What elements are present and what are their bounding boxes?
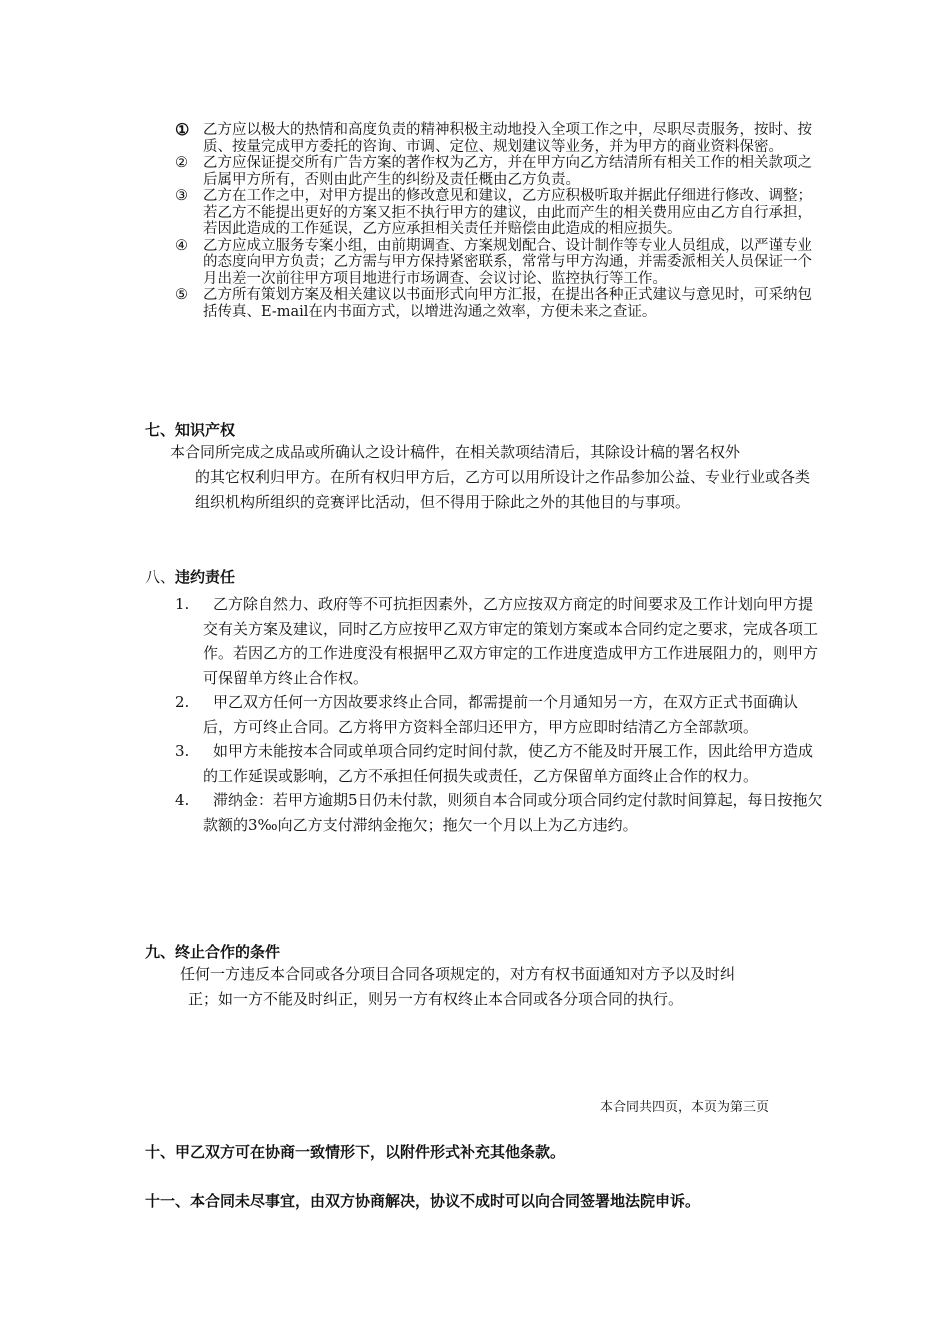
section8-title — [145, 566, 235, 587]
item-text: 如甲方未能按本合同或单项合同约定时间付款，使乙方不能及时开展工作，因此给甲方造成的工作延误或影响，乙方不承担任何损失或责任，乙方保留单方面终止合作的权力。 — [203, 742, 814, 785]
item-text: 乙方应以极大的热情和高度负责的精神积极主动地投入全项工作之中，尽职尽责服务，按时、按质、按量完成甲方委托的咨询、市调、定位、规划建议等业务，并为甲方的商业资料保密。 — [203, 122, 812, 155]
list-item — [175, 238, 825, 288]
item-number: ① — [175, 120, 190, 139]
item-number: ② — [175, 155, 188, 171]
item-text: 滞纳金：若甲方逾期5日仍未付款，则须自本合同或分项合同约定付款时间算起，每日按拖欠款额的3‰向乙方支付滞纳金拖欠；拖欠一个月以上为乙方违约。 — [203, 791, 823, 834]
list-item — [175, 592, 825, 690]
list-item — [175, 690, 825, 739]
item-number: ⑤ — [175, 287, 188, 303]
section11-text: 十一、本合同未尽事宜，由双方协商解决，协议不成时可以向合同签署地法院申诉。 — [145, 1192, 701, 1210]
item-text: 乙方应成立服务专案小组，由前期调查、方案规划配合、设计制作等专业人员组成，以严谨专业的态度向甲方负责；乙方需与甲方保持紧密联系，常常与甲方沟通，并需委派相关人员保证一个月出差一次前往甲方项目地进行市场调查、会议讨论、监控执行等工作。 — [203, 237, 812, 287]
item-text: 乙方应保证提交所有广告方案的著作权为乙方，并在甲方向乙方结清所有相关工作的相关款项之后属甲方所有，否则由此产生的纠纷及责任概由乙方负责。 — [203, 155, 812, 188]
list-item — [175, 155, 825, 188]
item-text: 乙方除自然力、政府等不可抗拒因素外，乙方应按双方商定的时间要求及工作计划向甲方提交有关方案及建议，同时乙方应按甲乙双方审定的策划方案或本合同约定之要求，完成各项工作。若因乙方的工作进度没有根据甲乙双方审定的工作进度造成甲方工作进展阻力的，则甲方可保留单方终止合作权。 — [203, 595, 819, 687]
item-text: 乙方所有策划方案及相关建议以书面形式向甲方汇报，在提出各种正式建议与意见时，可采纳包括传真、E-mail在内书面方式，以增进沟通之效率，方便未来之查证。 — [203, 287, 812, 320]
list-item — [175, 287, 825, 320]
section7-body-rest: 的其它权利归甲方。在所有权归甲方后，乙方可以用所设计之作品参加公益、专业行业或各类组织机构所组织的竞赛评比活动，但不得用于除此之外的其他目的与事项。 — [195, 468, 811, 511]
item-number: 2. — [175, 693, 190, 711]
section7-body-line1: 本合同所完成之成品或所确认之设计稿件，在相关款项结清后，其除设计稿的署名权外 — [170, 443, 741, 461]
section10-text: 十、甲乙双方可在协商一致情形下，以附件形式补充其他条款。 — [145, 1143, 566, 1161]
item-text: 甲乙双方任何一方因故要求终止合同，都需提前一个月通知另一方，在双方正式书面确认后，方可终止合同。乙方将甲方资料全部归还甲方，甲方应即时结清乙方全部款项。 — [203, 693, 799, 736]
section9-title: 九、终止合作的条件 — [145, 943, 281, 961]
clause6-list — [175, 122, 825, 320]
item-number: 1. — [175, 595, 190, 613]
section8-title-text: 违约责任 — [175, 568, 236, 586]
item-number: ④ — [175, 237, 188, 254]
section9-body-rest: 正；如一方不能及时纠正，则另一方有权终止本合同或各分项合同的执行。 — [188, 990, 684, 1008]
item-text: 乙方在工作之中，对甲方提出的修改意见和建议，乙方应积极听取并据此仔细进行修改、调整；若乙方不能提出更好的方案又拒不执行甲方的建议，由此而产生的相关费用应由乙方自行承担，若因此造成的工作延误，乙方应承担相关责任并赔偿由此造成的相应损失。 — [203, 188, 812, 237]
list-item — [175, 122, 825, 155]
section7-title: 七、知识产权 — [145, 421, 236, 439]
list-item — [175, 788, 825, 837]
item-number: ③ — [175, 188, 188, 204]
item-number: 4. — [175, 791, 190, 809]
list-item — [175, 739, 825, 788]
item-number: 3. — [175, 742, 190, 760]
list-item — [175, 188, 825, 238]
section9-body-line1: 任何一方违反本合同或各分项目合同各项规定的，对方有权书面通知对方予以及时纠 — [180, 965, 736, 983]
page-count-note: 本合同共四页，本页为第三页 — [600, 1100, 770, 1115]
section8-list — [175, 592, 825, 837]
section8-title-prefix: 八、 — [145, 568, 176, 586]
